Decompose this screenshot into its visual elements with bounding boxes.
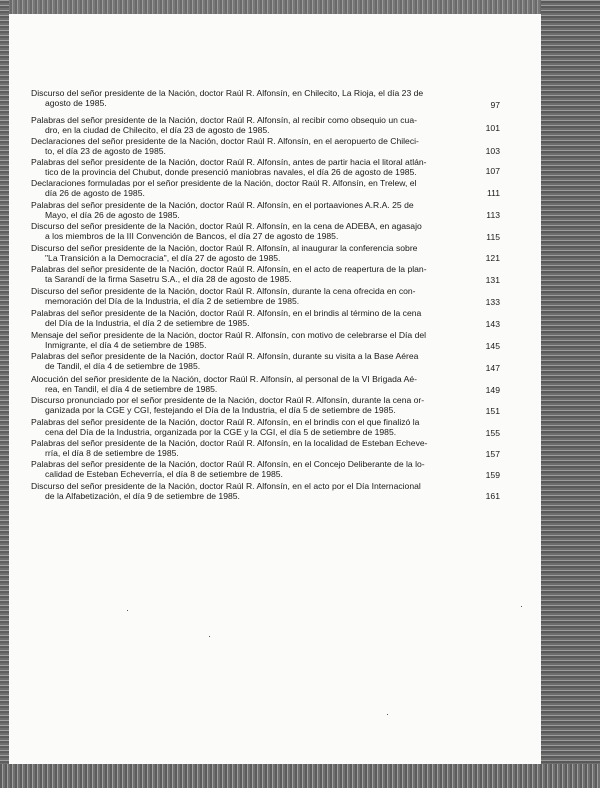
entry-text: Palabras del señor presidente de la Nación, doctor Raúl R. Alfonsín, en el brindis al término de la cena	[31, 308, 422, 318]
entry-text-cont: agosto de 1985.	[45, 98, 107, 109]
page-number: 131	[485, 275, 500, 285]
page-number: 145	[485, 341, 500, 351]
entry-text-cont: de la Alfabetización, el día 9 de setiembre de 1985.	[45, 491, 240, 502]
entry-text: Palabras del señor presidente de la Nación, doctor Raúl R. Alfonsín, en el acto de reapertura de la plan-	[31, 264, 427, 274]
entry-text: Declaraciones del señor presidente de la Nación, doctor Raúl R. Alfonsín, en el aeropuerto de Chileci-	[31, 136, 419, 146]
page-number: 143	[485, 319, 500, 329]
scan-speck	[521, 606, 522, 607]
toc-entry	[31, 481, 461, 502]
toc-entry	[31, 351, 461, 372]
page-number: 111	[486, 188, 500, 198]
entry-text-cont: día 26 de agosto de 1985.	[45, 188, 145, 199]
entry-text-cont: calidad de Esteban Echeverría, el día 8 de setiembre de 1985.	[45, 469, 283, 480]
page-number: 155	[485, 428, 500, 438]
entry-text-cont: Inmigrante, el día 4 de setiembre de 1985.	[45, 340, 207, 351]
document-page	[9, 14, 541, 764]
entry-text-cont: rría, el día 8 de setiembre de 1985.	[45, 448, 179, 459]
page-number: 101	[485, 123, 500, 133]
entry-text-cont: rea, en Tandil, el día 4 de setiembre de 1985.	[45, 384, 218, 395]
entry-text: Discurso del señor presidente de la Nación, doctor Raúl R. Alfonsín, en el acto por el Día Internacional	[31, 481, 421, 491]
entry-text-cont: Mayo, el día 26 de agosto de 1985.	[45, 210, 180, 221]
toc-entry	[31, 115, 461, 136]
entry-text: Declaraciones formuladas por el señor presidente de la Nación, doctor Raúl R. Alfonsín, en Trelew, el	[31, 178, 417, 188]
toc-entry	[31, 286, 461, 307]
entry-text: Palabras del señor presidente de la Nación, doctor Raúl R. Alfonsín, en el brindis con el que finalizó la	[31, 417, 420, 427]
entry-text: Palabras del señor presidente de la Nación, doctor Raúl R. Alfonsín, antes de partir hacia el litoral atlán-	[31, 157, 427, 167]
page-number: 157	[485, 449, 500, 459]
toc-entry	[31, 308, 461, 329]
page-number: 133	[485, 297, 500, 307]
entry-text-cont: memoración del Día de la Industria, el día 2 de setiembre de 1985.	[45, 296, 300, 307]
scan-speck	[127, 610, 128, 611]
entry-text: Palabras del señor presidente de la Nación, doctor Raúl R. Alfonsín, en la localidad de Esteban Echeve-	[31, 438, 428, 448]
toc-entry	[31, 417, 461, 438]
toc-entry	[31, 136, 461, 157]
toc-entry	[31, 330, 461, 351]
toc-entry	[31, 438, 461, 459]
toc-entry	[31, 459, 461, 480]
entry-text-cont: ta Sarandí de la firma Sasetru S.A., el día 28 de agosto de 1985.	[45, 274, 292, 285]
entry-text-cont: "La Transición a la Democracia", el día 27 de agosto de 1985.	[45, 253, 281, 264]
entry-text: Discurso del señor presidente de la Nación, doctor Raúl R. Alfonsín, al inaugurar la conferencia sobre	[31, 243, 418, 253]
page-number: 121	[485, 253, 500, 263]
entry-text: Palabras del señor presidente de la Nación, doctor Raúl R. Alfonsín, en el Concejo Deliberante de la lo-	[31, 459, 425, 469]
page-number: 107	[485, 166, 500, 176]
entry-text: Discurso pronunciado por el señor presidente de la Nación, doctor Raúl R. Alfonsín, durante la cena or-	[31, 395, 425, 405]
toc-entry	[31, 264, 461, 285]
toc-entry	[31, 374, 461, 395]
entry-text-cont: tico de la provincia del Chubut, donde presenció maniobras navales, el día 26 de agosto de 1985.	[45, 167, 417, 178]
toc-entry	[31, 221, 461, 242]
entry-text: Palabras del señor presidente de la Nación, doctor Raúl R. Alfonsín, en el portaaviones A.R.A. 25 de	[31, 200, 414, 210]
toc-entry	[31, 88, 461, 109]
page-number: 161	[485, 491, 500, 501]
page-number: 113	[486, 210, 500, 220]
toc-entry	[31, 243, 461, 264]
page-number: 147	[485, 363, 500, 373]
page-number: 159	[485, 470, 500, 480]
scan-speck	[387, 714, 388, 715]
entry-text-cont: del Día de la Industria, el día 2 de setiembre de 1985.	[45, 318, 250, 329]
entry-text-cont: ganizada por la CGE y CGI, festejando el Día de la Industria, el día 5 de setiembre de 1985.	[45, 405, 396, 416]
entry-text-cont: to, el día 23 de agosto de 1985.	[45, 146, 166, 157]
entry-text-cont: de Tandil, el día 4 de setiembre de 1985.	[45, 361, 201, 372]
entry-text: Palabras del señor presidente de la Nación, doctor Raúl R. Alfonsín, durante su visita a la Base Aérea	[31, 351, 419, 361]
page-number: 151	[485, 406, 500, 416]
scan-border-right	[541, 0, 600, 788]
scan-speck	[209, 636, 210, 637]
entry-text-cont: dro, en la ciudad de Chilecito, el día 23 de agosto de 1985.	[45, 125, 270, 136]
page-number: 97	[490, 100, 500, 110]
entry-text: Palabras del señor presidente de la Nación, doctor Raúl R. Alfonsín, al recibir como obsequio un cua-	[31, 115, 417, 125]
scan-border-top	[0, 0, 600, 14]
entry-text: Mensaje del señor presidente de la Nación, doctor Raúl R. Alfonsín, con motivo de celebrarse el Día del	[31, 330, 427, 340]
page-number: 149	[485, 385, 500, 395]
scan-border-bottom	[0, 764, 600, 788]
entry-text: Alocución del señor presidente de la Nación, doctor Raúl R. Alfonsín, al personal de la VI Brigada Aé-	[31, 374, 417, 384]
entry-text: Discurso del señor presidente de la Nación, doctor Raúl R. Alfonsín, durante la cena ofrecida en con-	[31, 286, 416, 296]
entry-text: Discurso del señor presidente de la Nación, doctor Raúl R. Alfonsín, en Chilecito, La Rioja, el día 23 de	[31, 88, 424, 98]
toc-entry	[31, 178, 461, 199]
page-number: 103	[485, 146, 500, 156]
entry-text-cont: a los miembros de la III Convención de Bancos, el día 27 de agosto de 1985.	[45, 231, 339, 242]
toc-entry	[31, 395, 461, 416]
page-number: 115	[486, 232, 500, 242]
scan-border-left	[0, 0, 9, 788]
toc-entry	[31, 157, 461, 178]
toc-entry	[31, 200, 461, 221]
entry-text: Discurso del señor presidente de la Nación, doctor Raúl R. Alfonsín, en la cena de ADEBA, en agasajo	[31, 221, 422, 231]
entry-text-cont: cena del Día de la Industria, organizada por la CGE y la CGI, el día 5 de setiembre de 1985.	[45, 427, 397, 438]
